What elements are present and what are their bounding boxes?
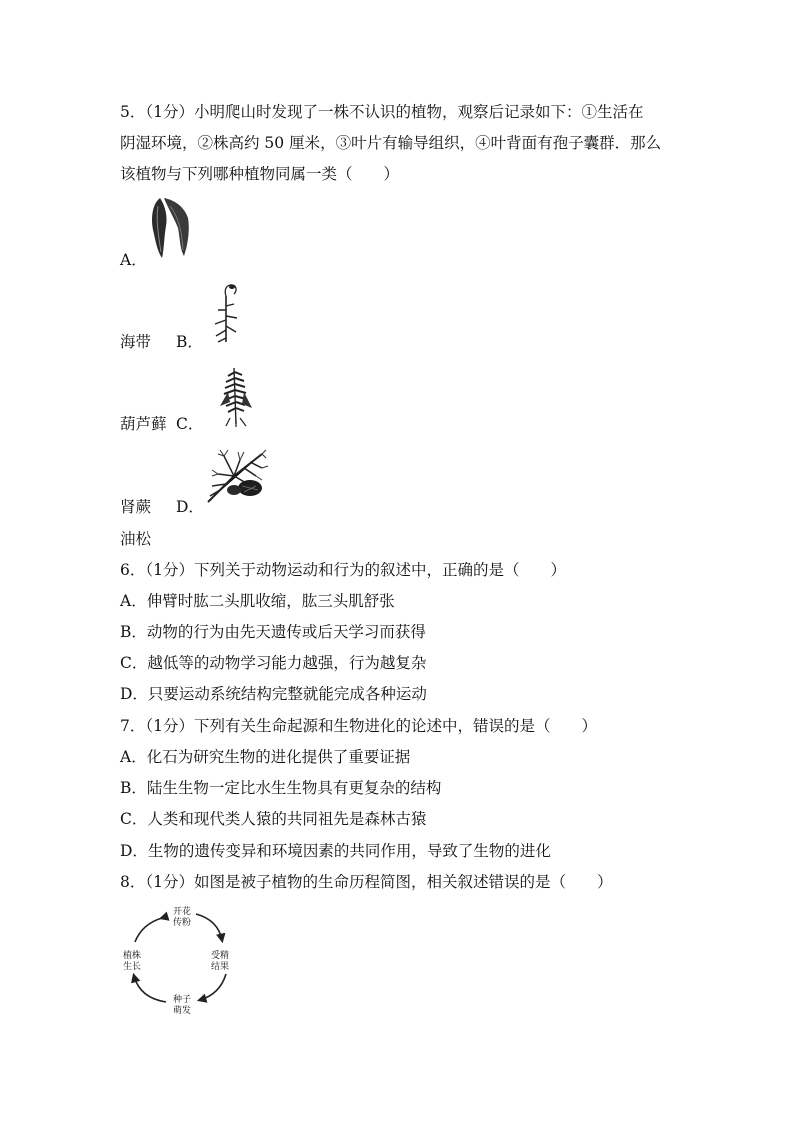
q5-option-a-name: 海带	[120, 333, 152, 351]
q6-stem: 6．（1分）下列关于动物运动和行为的叙述中，正确的是（ ）	[120, 561, 566, 579]
q5-stem-line2: 阴湿环境，②株高约 50 厘米，③叶片有输导组织，④叶背面有孢子囊群．那么	[120, 134, 662, 152]
cycle-right-line1: 受精	[210, 951, 230, 961]
q5-stem-line3: 该植物与下列哪种植物同属一类（ ）	[120, 165, 400, 183]
q5-option-c-name: 肾蕨	[120, 498, 152, 516]
cycle-bottom-line1: 种子	[172, 995, 192, 1005]
q5-option-b-name: 葫芦藓	[120, 415, 167, 433]
q5-option-d-name: 油松	[120, 530, 152, 548]
q6-option-c: C．越低等的动物学习能力越强，行为越复杂	[120, 654, 427, 672]
cycle-arrow-top-right	[196, 914, 222, 940]
kelp-image	[146, 194, 194, 260]
cycle-left-line2: 生长	[122, 962, 142, 972]
cycle-top-line1: 开花	[172, 907, 192, 917]
cycle-arrow-left-top	[135, 918, 162, 942]
q6-option-d: D．只要运动系统结构完整就能完成各种运动	[120, 685, 427, 703]
cycle-arrow-right-bottom	[200, 974, 226, 1000]
q5-option-a-letter: A．	[120, 251, 147, 269]
q5-option-b-letter: B．	[176, 333, 203, 351]
cycle-left-line1: 植株	[122, 951, 142, 961]
q7-option-a: A．化石为研究生物的进化提供了重要证据	[120, 748, 411, 766]
q6-option-b: B．动物的行为由先天遗传或后天学习而获得	[120, 623, 426, 641]
moss-image	[206, 280, 246, 346]
cycle-top-line2: 传粉	[172, 918, 192, 928]
cycle-right-line2: 结果	[210, 962, 230, 972]
q6-option-a: A．伸臂时肱二头肌收缩，肱三头肌舒张	[120, 592, 395, 610]
plant-life-cycle-diagram	[118, 902, 248, 1022]
q5-stem-line1: 5．（1分）小明爬山时发现了一株不认识的植物，观察后记录如下：①生活在	[120, 103, 644, 121]
cycle-bottom-line2: 萌发	[172, 1006, 192, 1016]
q5-option-d-letter: D．	[176, 498, 204, 516]
q7-option-b: B．陆生生物一定比水生生物具有更复杂的结构	[120, 779, 442, 797]
cycle-arrow-bottom-left	[134, 976, 166, 1002]
q5-option-c-letter: C．	[176, 415, 204, 433]
q7-option-c: C．人类和现代类人猿的共同祖先是森林古猿	[120, 810, 427, 828]
fern-image	[216, 362, 256, 428]
pine-image	[204, 446, 270, 508]
q7-option-d: D．生物的遗传变异和环境因素的共同作用，导致了生物的进化	[120, 842, 551, 860]
q7-stem: 7．（1分）下列有关生命起源和生物进化的论述中，错误的是（ ）	[120, 717, 597, 735]
q8-stem: 8．（1分）如图是被子植物的生命历程简图，相关叙述错误的是（ ）	[120, 873, 613, 891]
